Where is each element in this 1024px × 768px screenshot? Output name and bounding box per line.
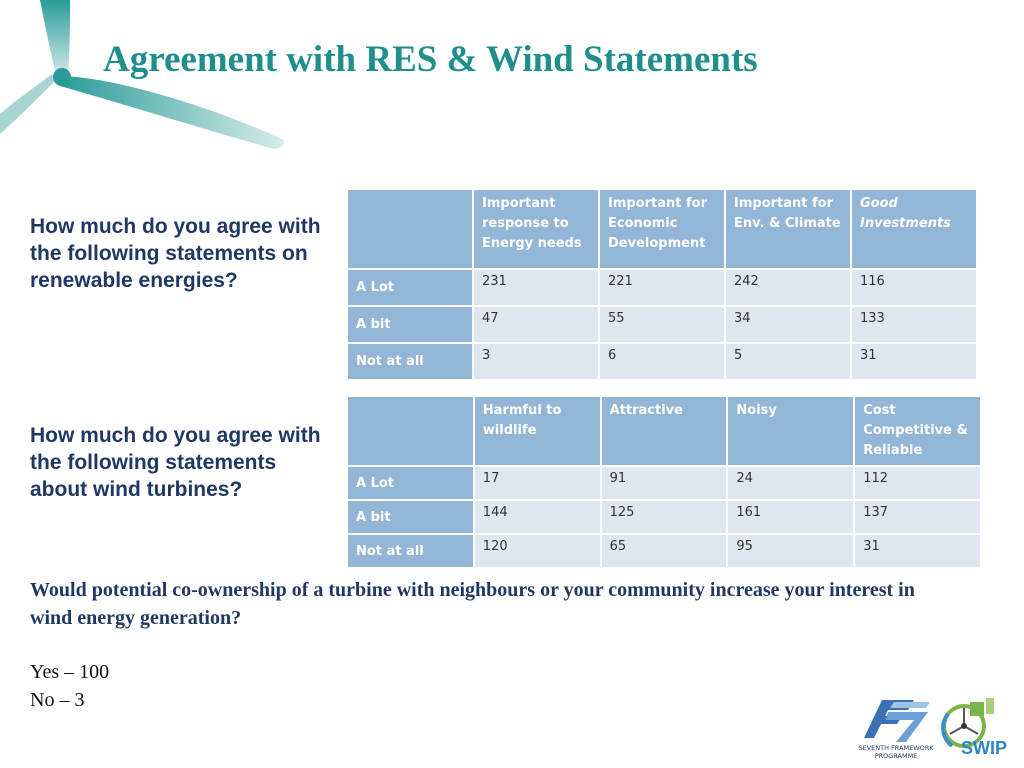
table-cell: 133 xyxy=(852,307,976,342)
table-cell: 5 xyxy=(726,344,850,379)
header-empty-cell xyxy=(348,397,473,465)
table-cell: 91 xyxy=(602,467,727,499)
table-cell: 120 xyxy=(475,535,600,567)
table-row xyxy=(348,535,980,567)
column-header: Good Investments xyxy=(852,190,976,268)
table-cell: 3 xyxy=(474,344,598,379)
table-cell: 31 xyxy=(852,344,976,379)
slide-title: Agreement with RES & Wind Statements xyxy=(103,39,758,80)
row-label: A bit xyxy=(348,501,473,533)
row-label: A Lot xyxy=(348,270,472,305)
table-cell: 55 xyxy=(600,307,724,342)
column-header: Harmful to wildlife xyxy=(475,397,600,465)
table-row xyxy=(348,344,976,379)
table-row xyxy=(348,270,976,305)
table-cell: 125 xyxy=(602,501,727,533)
answer-yes: Yes – 100 xyxy=(30,661,110,683)
table-cell: 34 xyxy=(726,307,850,342)
question-renewables: How much do you agree with the following statements on renewable energies? xyxy=(30,215,321,292)
table-row xyxy=(348,307,976,342)
column-header: Cost Competitive & Reliable xyxy=(855,397,980,465)
table-cell: 31 xyxy=(855,535,980,567)
fp7-logo-line2: PROGRAMME xyxy=(874,752,918,760)
table-cell: 95 xyxy=(728,535,853,567)
column-header: Important for Env. & Climate xyxy=(726,190,850,268)
table-cell: 221 xyxy=(600,270,724,305)
answers-list xyxy=(30,658,109,714)
row-label: A bit xyxy=(348,307,472,342)
fp7-logo-icon xyxy=(858,698,934,760)
table-cell: 47 xyxy=(474,307,598,342)
row-label: A Lot xyxy=(348,467,473,499)
question-wind-turbines: How much do you agree with the following statements about wind turbines? xyxy=(30,424,321,501)
column-header: Noisy xyxy=(728,397,853,465)
swip-logo-text: SWIP xyxy=(960,738,1008,758)
table-cell: 242 xyxy=(726,270,850,305)
table-cell: 116 xyxy=(852,270,976,305)
table-cell: 144 xyxy=(475,501,600,533)
table-header-row xyxy=(348,190,976,268)
table-row xyxy=(348,501,980,533)
table-cell: 65 xyxy=(602,535,727,567)
row-label: Not at all xyxy=(348,344,472,379)
column-header: Important response to Energy needs xyxy=(474,190,598,268)
swip-logo-icon xyxy=(934,694,1016,760)
table-cell: 161 xyxy=(728,501,853,533)
table-cell: 137 xyxy=(855,501,980,533)
answer-no: No – 3 xyxy=(30,689,85,711)
table-cell: 17 xyxy=(475,467,600,499)
table-cell: 231 xyxy=(474,270,598,305)
renewables-table xyxy=(346,188,978,381)
column-header: Important for Economic Development xyxy=(600,190,724,268)
row-label: Not at all xyxy=(348,535,473,567)
fp7-logo-line1: SEVENTH FRAMEWORK xyxy=(858,744,934,752)
table-cell: 112 xyxy=(855,467,980,499)
column-header: Attractive xyxy=(602,397,727,465)
wind-turbines-table xyxy=(346,395,982,569)
table-header-row xyxy=(348,397,980,465)
coownership-question: Would potential co-ownership of a turbine with neighbours or your community increase your interest in wind energy generation? xyxy=(30,579,915,629)
table-cell: 24 xyxy=(728,467,853,499)
table-cell: 6 xyxy=(600,344,724,379)
header-empty-cell xyxy=(348,190,472,268)
table-row xyxy=(348,467,980,499)
